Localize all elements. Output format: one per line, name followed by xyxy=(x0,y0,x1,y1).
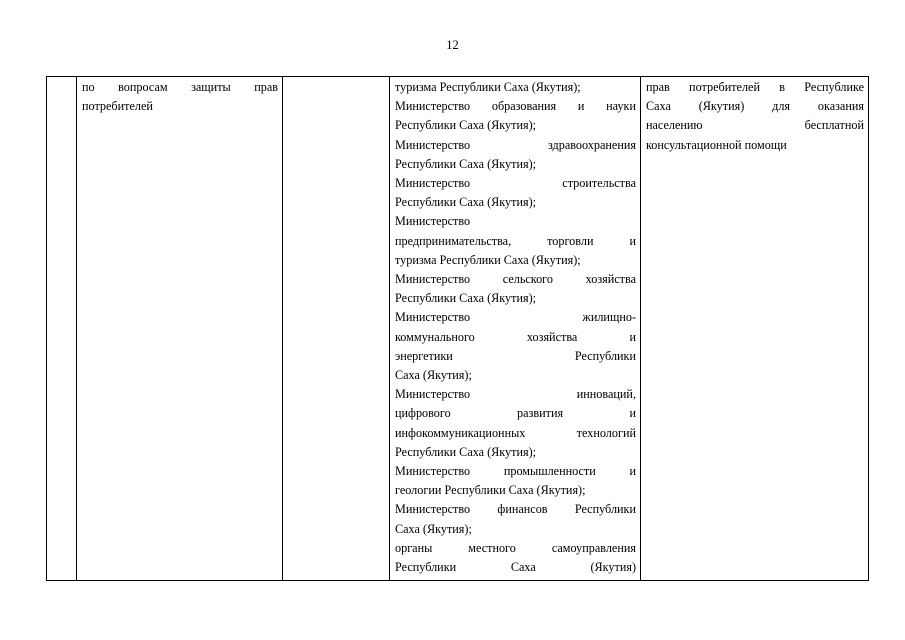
cell-line: органы местного самоуправления xyxy=(395,540,636,555)
cell-line: Республики Саха (Якутия); xyxy=(395,195,537,210)
table-cell-term xyxy=(283,77,390,581)
cell-line: Республики Саха (Якутия); xyxy=(395,291,537,306)
table-cell-executors xyxy=(390,77,641,581)
cell-line: потребителей xyxy=(82,99,153,114)
cell-line: Министерство жилищно- xyxy=(395,310,636,325)
table-cell-activity xyxy=(77,77,283,581)
cell-line: Министерство здравоохранения xyxy=(395,137,636,152)
document-table xyxy=(46,76,869,581)
cell-line: консультационной помощи xyxy=(646,137,787,152)
cell-line: коммунального хозяйства и xyxy=(395,329,636,344)
cell-line: Саха (Якутия) для оказания xyxy=(646,99,864,114)
cell-line: Министерство финансов Республики xyxy=(395,502,636,517)
cell-line: прав потребителей в Республике xyxy=(646,80,864,94)
cell-line: Министерство образования и науки xyxy=(395,99,636,114)
cell-line: Республики Саха (Якутия); xyxy=(395,118,537,133)
cell-line: предпринимательства, торговли и xyxy=(395,233,636,248)
cell-line: Министерство xyxy=(395,214,471,229)
cell-line: Министерство инноваций, xyxy=(395,387,636,402)
cell-line: Министерство промышленности и xyxy=(395,464,636,479)
cell-line: Республики Саха (Якутия); xyxy=(395,156,537,171)
cell-line: Саха (Якутия); xyxy=(395,368,472,383)
page-number: 12 xyxy=(446,38,459,52)
cell-line: населению бесплатной xyxy=(646,118,864,133)
cell-line: геологии Республики Саха (Якутия); xyxy=(395,483,586,498)
cell-line: Республики Саха (Якутия); xyxy=(395,444,537,459)
executors-list xyxy=(390,77,640,577)
cell-line: туризма Республики Саха (Якутия); xyxy=(395,252,581,267)
table-row xyxy=(47,77,869,581)
cell-line: туризма Республики Саха (Якутия); xyxy=(395,80,581,94)
cell-line: инфокоммуникационных технологий xyxy=(395,425,636,440)
cell-line: Министерство строительства xyxy=(395,176,636,191)
table-cell-result xyxy=(641,77,869,581)
cell-line: Саха (Якутия); xyxy=(395,521,472,536)
cell-line: Республики Саха (Якутия) xyxy=(395,560,636,575)
cell-line: цифрового развития и xyxy=(395,406,636,421)
cell-line: энергетики Республики xyxy=(395,348,636,363)
table-cell-number xyxy=(47,77,77,581)
cell-line: Министерство сельского хозяйства xyxy=(395,272,636,287)
cell-line: по вопросам защиты прав xyxy=(82,80,278,94)
